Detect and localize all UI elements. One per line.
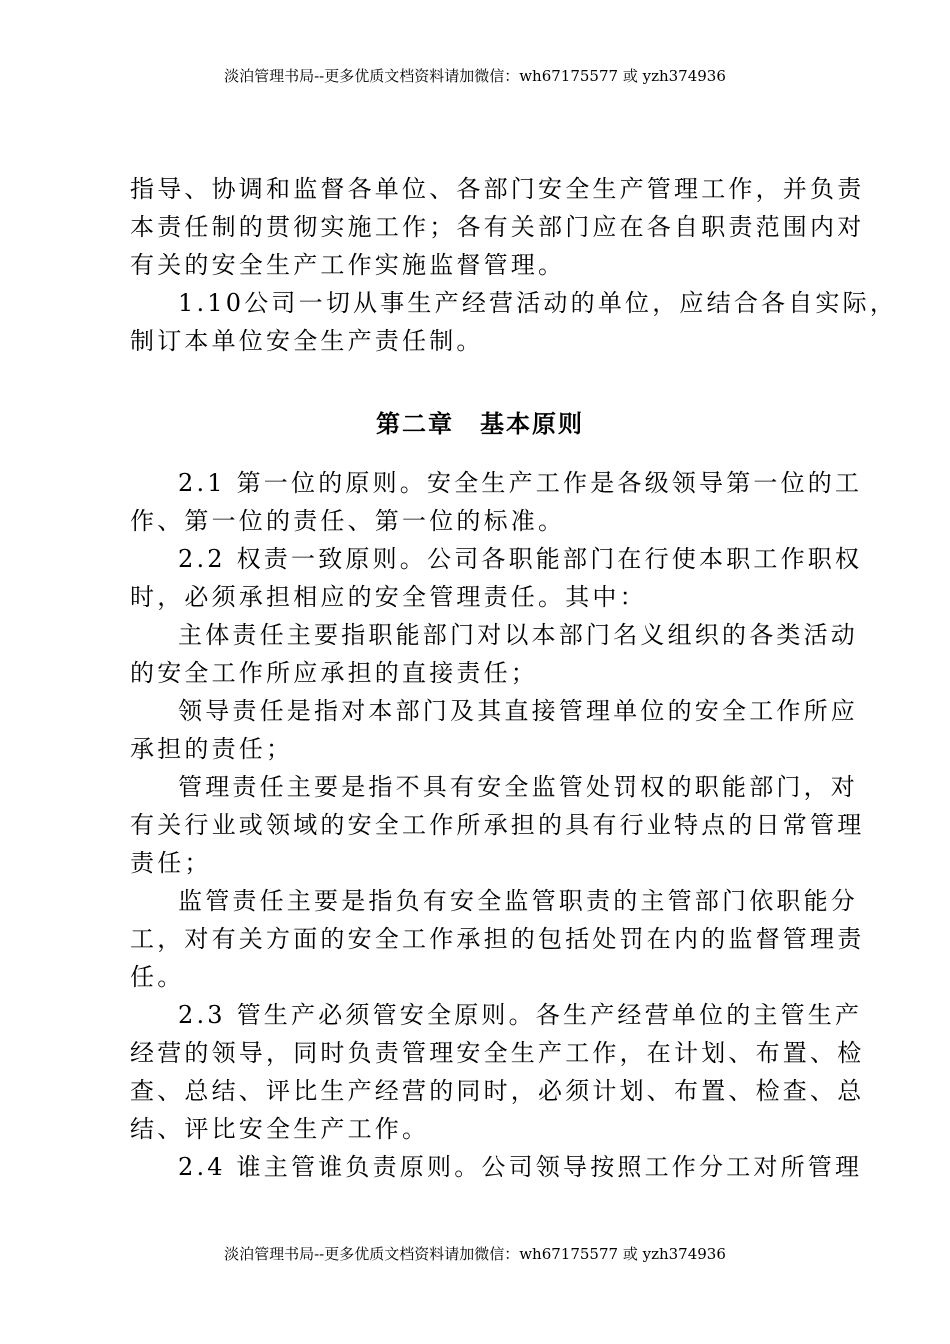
paragraph-line: 的安全工作所应承担的直接责任； xyxy=(130,659,538,687)
paragraph-line: 任。 xyxy=(130,963,185,991)
paragraph-line: 有关的安全生产工作实施监督管理。 xyxy=(130,251,566,279)
paragraph-line: 领导责任是指对本部门及其直接管理单位的安全工作所应 xyxy=(178,697,858,725)
paragraph-line: 2.1 第一位的原则。安全生产工作是各级领导第一位的工 xyxy=(178,469,863,497)
paragraph-line: 工，对有关方面的安全工作承担的包括处罚在内的监督管理责 xyxy=(130,925,865,953)
paragraph-line: 作、第一位的责任、第一位的标准。 xyxy=(130,507,566,535)
paragraph-line: 2.4 谁主管谁负责原则。公司领导按照工作分工对所管理 xyxy=(178,1153,863,1181)
document-body xyxy=(130,170,898,1186)
page-footer: 淡泊管理书局--更多优质文档资料请加微信：wh67175577 或 yzh374936 xyxy=(224,1245,726,1263)
paragraph-line: 2.3 管生产必须管安全原则。各生产经营单位的主管生产 xyxy=(178,1001,863,1029)
paragraph-line: 结、评比安全生产工作。 xyxy=(130,1115,430,1143)
paragraph-line: 时，必须承担相应的安全管理责任。其中： xyxy=(130,583,647,611)
page-header: 淡泊管理书局--更多优质文档资料请加微信：wh67175577 或 yzh374936 xyxy=(224,67,726,85)
paragraph-line: 1.10公司一切从事生产经营活动的单位，应结合各自实际， xyxy=(178,289,898,317)
paragraph-line: 查、总结、评比生产经营的同时，必须计划、布置、检查、总 xyxy=(130,1077,865,1105)
paragraph-line: 有关行业或领域的安全工作所承担的具有行业特点的日常管理 xyxy=(130,811,865,839)
paragraph-line: 管理责任主要是指不具有安全监管处罚权的职能部门，对 xyxy=(178,773,858,801)
paragraph-line: 经营的领导，同时负责管理安全生产工作，在计划、布置、检 xyxy=(130,1039,865,1067)
paragraph-line: 主体责任主要指职能部门对以本部门名义组织的各类活动 xyxy=(178,621,858,649)
paragraph-line: 监管责任主要是指负有安全监管职责的主管部门依职能分 xyxy=(178,887,858,915)
paragraph-line: 本责任制的贯彻实施工作；各有关部门应在各自职责范围内对 xyxy=(130,213,865,241)
paragraph-line: 制订本单位安全生产责任制。 xyxy=(130,327,484,355)
paragraph-line: 承担的责任； xyxy=(130,735,294,763)
paragraph-line: 责任； xyxy=(130,849,212,877)
paragraph-line: 2.2 权责一致原则。公司各职能部门在行使本职工作职权 xyxy=(178,545,863,573)
chapter-title: 第二章 基本原则 xyxy=(376,409,584,438)
paragraph-line: 指导、协调和监督各单位、各部门安全生产管理工作，并负责 xyxy=(130,175,865,203)
